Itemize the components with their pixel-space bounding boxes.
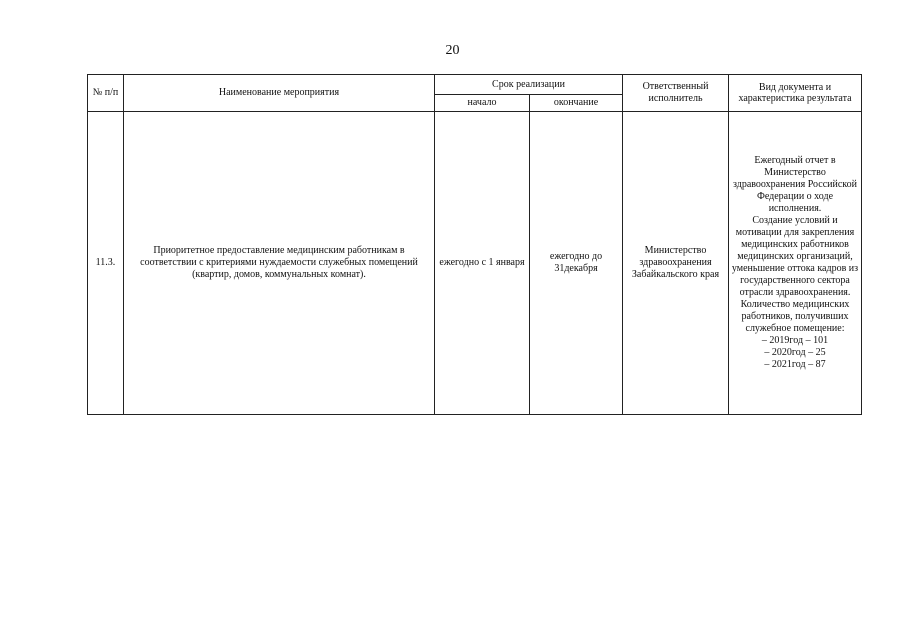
row-name: Приоритетное предоставление медицинским работникам в соответствии с критериями нуждаемости служебных помещений (квартир, домов, коммунальных комнат). <box>124 112 435 415</box>
result-count: Количество медицинских работников, получивших служебное помещение: <box>740 299 850 334</box>
row-executor: Министерство здравоохранения Забайкальского края <box>623 112 729 415</box>
measures-table <box>87 74 862 415</box>
result-report: Ежегодный отчет в Министерство здравоохранения Российской Федерации о ходе исполнения. <box>732 155 857 214</box>
header-num: № п/п <box>88 75 124 112</box>
header-executor: Ответственный исполнитель <box>623 75 729 112</box>
result-2021: – 2021год – 87 <box>764 359 826 370</box>
row-start: ежегодно с 1 января <box>435 112 530 415</box>
header-result: Вид документа и характеристика результата <box>729 75 862 112</box>
result-2019: – 2019год – 101 <box>761 335 829 346</box>
header-end: окончание <box>530 95 623 112</box>
row-num: 11.3. <box>88 112 124 415</box>
row-result <box>729 112 862 415</box>
result-2020: – 2020год – 25 <box>764 347 826 358</box>
header-name: Наименование мероприятия <box>124 75 435 112</box>
table-row <box>88 112 862 415</box>
page-number: 20 <box>445 43 460 58</box>
header-period: Срок реализации <box>435 75 623 95</box>
result-conditions: Создание условий и мотивации для закрепления медицинских работников медицинских организаций, уменьшение оттока кадров из государственного сектора отрасли здравоохранения. <box>731 215 859 298</box>
header-start: начало <box>435 95 530 112</box>
row-end: ежегодно до 31декабря <box>530 112 623 415</box>
